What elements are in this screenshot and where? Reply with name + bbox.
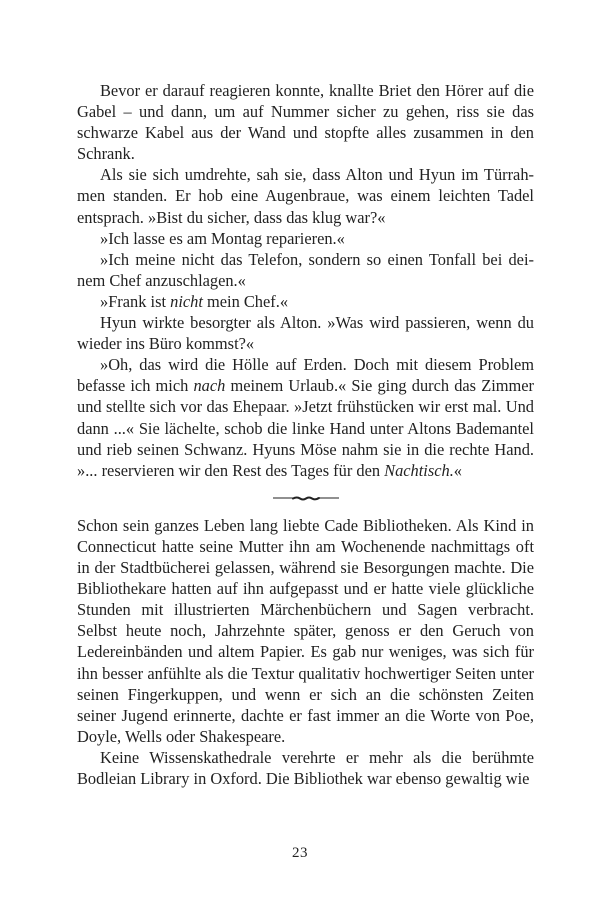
- section-break-ornament: [77, 488, 534, 509]
- text-run: meinem Urlaub.« Sie ging durch das Zimmer und stellte sich vor das Ehepaar. »Jetzt frühstücken wir erst mal. Und dann ...« Sie lächelte, schob die linke Hand unter Altons Bademantel und rieb seinen Schwanz. Hyuns Möse nahm sie in die rechte Hand. »... reservieren wir den Rest des Tages für den: [77, 376, 534, 480]
- page-number: 23: [292, 845, 308, 861]
- emphasized-text: Nachtisch.: [384, 460, 454, 480]
- book-page-body: [77, 80, 534, 789]
- text-section-1: [77, 80, 534, 481]
- paragraph: [77, 80, 534, 164]
- paragraph: [77, 249, 534, 291]
- flourish-icon: [271, 493, 341, 503]
- text-section-2: [77, 515, 534, 789]
- paragraph: [77, 312, 534, 354]
- text-run: »Oh, das wird die Hölle auf Erden. Doch mit diesem Problem befasse ich mich: [77, 355, 534, 396]
- text-run: »Ich meine nicht das Telefon, sondern so einen Tonfall bei deinem Chef anzuschlagen.«: [77, 249, 534, 290]
- paragraph: [77, 164, 534, 227]
- text-run: mein Chef.«: [202, 291, 289, 311]
- paragraph: [77, 228, 534, 249]
- text-run: Hyun wirkte besorgter als Alton. »Was wird passieren, wenn du wieder ins Büro kommst?«: [77, 313, 534, 354]
- paragraph: [77, 515, 534, 747]
- text-run: «: [453, 460, 462, 480]
- text-run: Bevor er darauf reagieren konnte, knallte Briet den Hörer auf die Gabel – und dann, um auf Nummer sicher zu gehen, riss sie das schwarze Kabel aus der Wand und stopfte alles zusammen in den Schrank.: [77, 81, 534, 164]
- text-run: Schon sein ganzes Leben lang liebte Cade Bibliotheken. Als Kind in Connecticut hatte seine Mutter ihn am Wochenende nachmittags oft in der Stadtbücherei gelassen, während sie Besorgungen machte. Die Bibliothekare hatten auf ihn aufgepasst und er hatte viele glückliche Stunden mit illustrierten Märchenbüchern und Sagen verbracht. Selbst heute noch, Jahrzehnte später, genoss er den Geruch von Ledereinbänden und altem Papier. Es gab nur weniges, was sich für ihn besser anfühlte als die Textur qualitativ hochwertiger Seiten unter seinen Fingerkuppen, und wenn er sich an die schönsten Zeiten seiner Jugend erinnerte, dachte er fast immer an die Worte von Poe, Doyle, Wells oder Shakespeare.: [77, 515, 534, 746]
- text-run: Als sie sich umdrehte, sah sie, dass Alton und Hyun im Türrahmen standen. Er hob eine Augenbraue, was einem leichten Tadel entsprach. »Bist du sicher, dass das klug war?«: [77, 165, 534, 227]
- emphasized-text: nicht: [170, 291, 203, 311]
- emphasized-text: nach: [193, 376, 226, 396]
- paragraph: [77, 354, 534, 481]
- paragraph: [77, 291, 534, 312]
- text-run: Keine Wissenskathedrale verehrte er mehr als die berühmte Bodleian Library in Oxford. Die Bibliothek war ebenso gewaltig wie: [77, 747, 534, 788]
- paragraph: [77, 747, 534, 789]
- text-run: »Frank ist: [100, 291, 171, 311]
- text-run: »Ich lasse es am Montag reparieren.«: [100, 228, 345, 248]
